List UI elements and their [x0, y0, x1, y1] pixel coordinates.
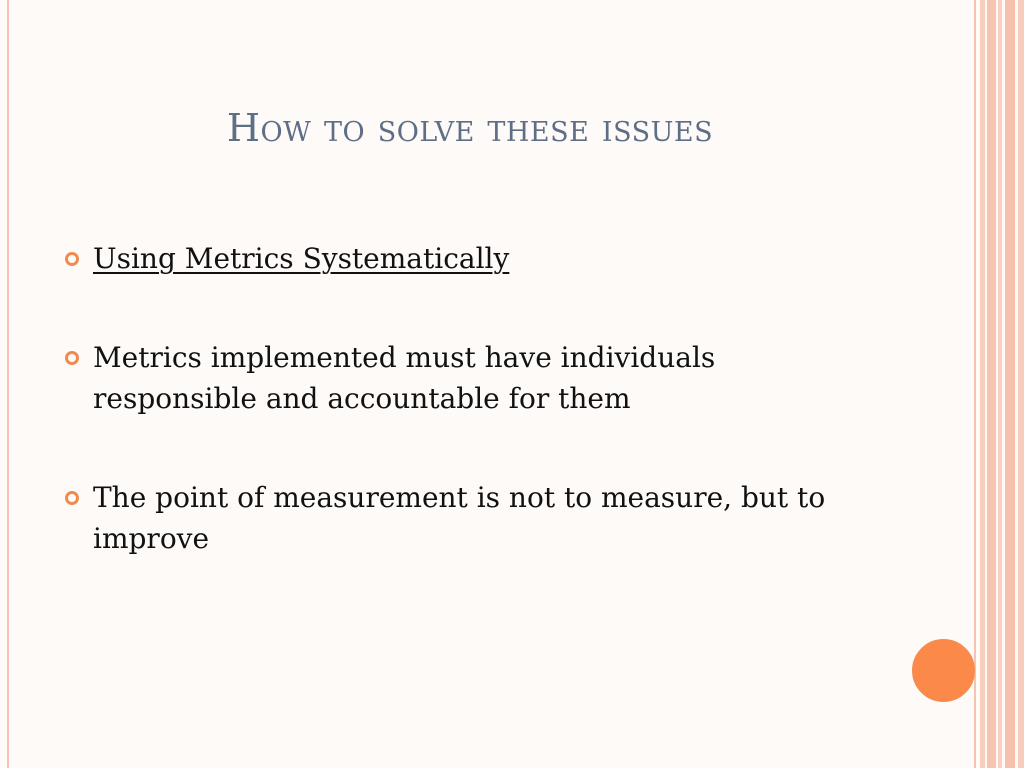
stripe-1	[974, 0, 976, 768]
bullet-text: Using Metrics Systematically	[93, 242, 510, 275]
stripe-2	[980, 0, 985, 768]
right-decorative-stripes	[974, 0, 1024, 768]
left-border-line	[7, 0, 9, 768]
stripe-4	[998, 0, 1002, 768]
bullet-text: Metrics implemented must have individuals responsible and accountable for them	[93, 341, 716, 415]
orange-circle-icon	[912, 639, 975, 702]
ring-bullet-icon	[65, 491, 79, 505]
bullet-item	[65, 477, 885, 559]
slide-title: How to solve these issues	[226, 106, 714, 150]
bullet-item	[65, 337, 885, 419]
bullet-text: The point of measurement is not to measure, but to improve	[93, 481, 826, 555]
slide-left-margin	[0, 0, 7, 768]
bullet-item	[65, 238, 885, 279]
stripe-3	[987, 0, 996, 768]
stripe-6	[1018, 0, 1024, 768]
ring-bullet-icon	[65, 252, 79, 266]
bullet-list	[65, 238, 885, 617]
ring-bullet-icon	[65, 351, 79, 365]
stripe-5	[1005, 0, 1015, 768]
